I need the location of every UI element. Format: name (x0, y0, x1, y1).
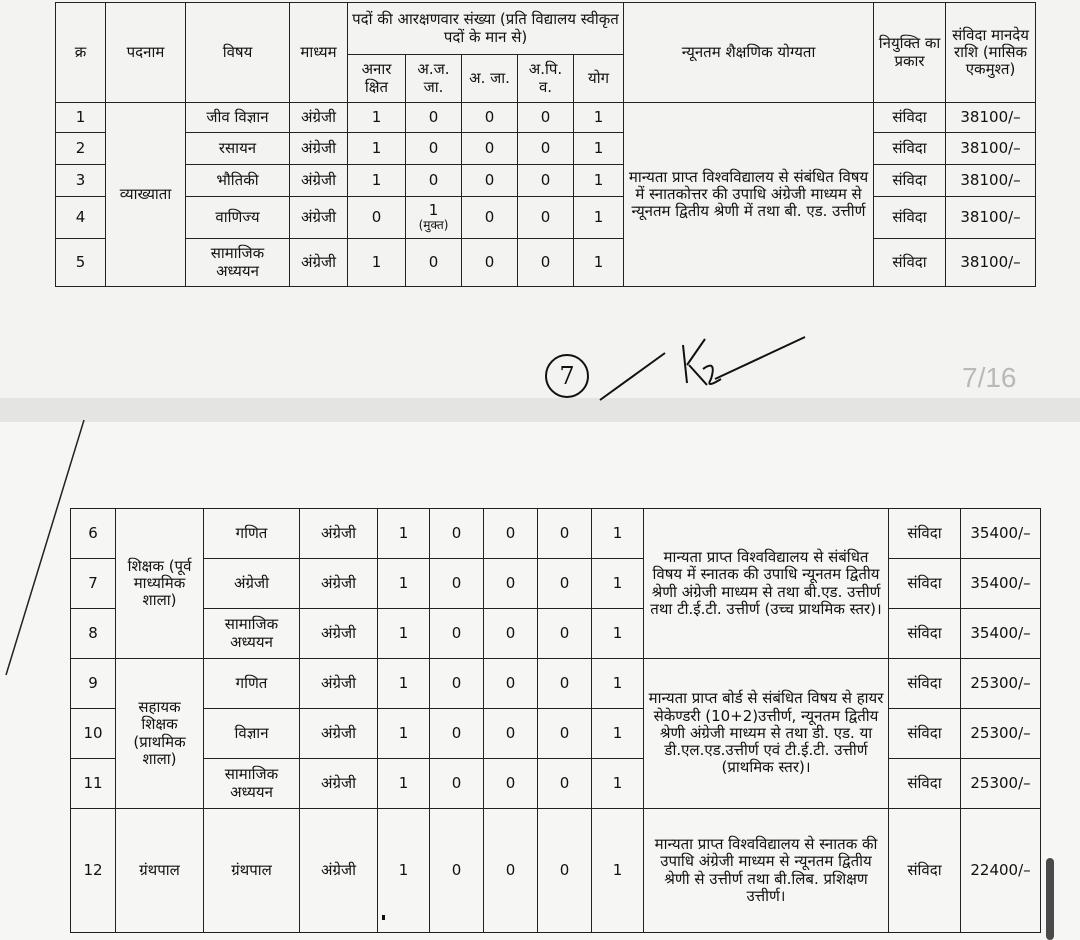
cell-obc: 0 (538, 659, 592, 709)
cell-pay: 25300/– (961, 709, 1041, 759)
vacancy-table-lecturer (55, 2, 1036, 287)
cell-sc: 0 (462, 239, 518, 287)
table-row (56, 133, 1036, 165)
header-subject: विषय (186, 3, 290, 103)
cell-st (406, 197, 462, 239)
cell-medium: अंग्रेजी (290, 197, 348, 239)
cell-total: 1 (574, 239, 624, 287)
cell-post: व्याख्याता (106, 103, 186, 287)
cell-pay: 38100/– (946, 103, 1036, 133)
cell-subject: विज्ञान (204, 709, 300, 759)
cell-subject: भौतिकी (186, 165, 290, 197)
cell-st: 0 (430, 759, 484, 809)
cell-obc: 0 (538, 809, 592, 933)
cell-appointment: संविदा (889, 659, 961, 709)
cell-post: सहायक शिक्षक (प्राथमिक शाला) (116, 659, 204, 809)
cell-sc: 0 (484, 759, 538, 809)
cell-subject: रसायन (186, 133, 290, 165)
cell-subject: सामाजिक अध्ययन (204, 759, 300, 809)
cell-no: 11 (71, 759, 116, 809)
cell-appointment: संविदा (889, 609, 961, 659)
cell-sc: 0 (484, 659, 538, 709)
cell-pay: 35400/– (961, 559, 1041, 609)
cell-subject: गणित (204, 509, 300, 559)
table-row (71, 559, 1041, 609)
cell-unreserved: 1 (378, 709, 430, 759)
cell-medium: अंग्रेजी (300, 509, 378, 559)
cell-total: 1 (592, 559, 644, 609)
cell-unreserved: 1 (348, 103, 406, 133)
cell-unreserved: 0 (348, 197, 406, 239)
cell-sc: 0 (462, 103, 518, 133)
table-row (71, 759, 1041, 809)
cell-medium: अंग्रेजी (290, 239, 348, 287)
cell-total: 1 (592, 809, 644, 933)
cell-unreserved: 1 (378, 809, 430, 933)
table-row (71, 609, 1041, 659)
cell-st: 0 (430, 559, 484, 609)
cell-appointment: संविदा (889, 509, 961, 559)
cell-obc: 0 (518, 239, 574, 287)
cell-appointment: संविदा (889, 709, 961, 759)
cell-appointment: संविदा (874, 103, 946, 133)
cell-subject: गणित (204, 659, 300, 709)
cell-sc: 0 (462, 133, 518, 165)
cell-no: 10 (71, 709, 116, 759)
cell-st: 0 (406, 103, 462, 133)
cell-no: 6 (71, 509, 116, 559)
header-obc: अ.पि. व. (518, 55, 574, 103)
cell-st: 0 (430, 609, 484, 659)
cell-medium: अंग्रेजी (290, 133, 348, 165)
cell-post: ग्रंथपाल (116, 809, 204, 933)
cell-obc: 0 (538, 509, 592, 559)
cell-no: 9 (71, 659, 116, 709)
cell-appointment: संविदा (889, 559, 961, 609)
cell-pay: 38100/– (946, 239, 1036, 287)
cell-st: 0 (406, 133, 462, 165)
cell-appointment: संविदा (874, 133, 946, 165)
cell-qualification: मान्यता प्राप्त विश्वविद्यालय से स्नातक की उपाधि अंग्रेजी माध्यम से न्यूनतम द्वितीय श्रेणी से उत्तीर्ण तथा बी.लिब. प्रशिक्षण उत्तीर्ण। (644, 809, 889, 933)
cell-total: 1 (592, 659, 644, 709)
table-row (56, 165, 1036, 197)
header-sc: अ. जा. (462, 55, 518, 103)
cell-medium: अंग्रेजी (300, 759, 378, 809)
cell-appointment: संविदा (889, 809, 961, 933)
cell-subject: अंग्रेजी (204, 559, 300, 609)
cell-total: 1 (574, 165, 624, 197)
header-serial: क्र (56, 3, 106, 103)
cell-total: 1 (574, 103, 624, 133)
cell-obc: 0 (538, 759, 592, 809)
cell-obc: 0 (518, 197, 574, 239)
header-honorarium: संविदा मानदेय राशि (मासिक एकमुश्त) (946, 3, 1036, 103)
cell-obc: 0 (518, 103, 574, 133)
cell-appointment: संविदा (874, 165, 946, 197)
cell-unreserved: 1 (348, 239, 406, 287)
cell-medium: अंग्रेजी (300, 609, 378, 659)
cell-qualification: मान्यता प्राप्त बोर्ड से संबंधित विषय से हायर सेकेण्डरी (10+2)उत्तीर्ण, न्यूनतम द्वितीय श्रेणी अंग्रेजी माध्यम से तथा डी. एड. या डी.एल.एड.उत्तीर्ण एवं टी.ई.टी. उत्तीर्ण (प्राथमिक स्तर)। (644, 659, 889, 809)
cell-pay: 25300/– (961, 759, 1041, 809)
cell-total: 1 (574, 133, 624, 165)
cell-no: 5 (56, 239, 106, 287)
cell-post: शिक्षक (पूर्व माध्यमिक शाला) (116, 509, 204, 659)
page-separator (0, 398, 1080, 422)
table-row (71, 709, 1041, 759)
cell-subject: जीव विज्ञान (186, 103, 290, 133)
cell-appointment: संविदा (874, 239, 946, 287)
cell-unreserved: 1 (378, 609, 430, 659)
cell-subject: सामाजिक अध्ययन (186, 239, 290, 287)
header-medium: माध्यम (290, 3, 348, 103)
cell-total: 1 (574, 197, 624, 239)
header-qualification: न्यूनतम शैक्षणिक योग्यता (624, 3, 874, 103)
cell-pay: 35400/– (961, 509, 1041, 559)
ink-dot (382, 915, 385, 920)
cell-st: 0 (406, 239, 462, 287)
st-note: (मुक्त) (418, 218, 449, 233)
cell-total: 1 (592, 509, 644, 559)
cell-sc: 0 (462, 165, 518, 197)
cell-no: 8 (71, 609, 116, 659)
header-post: पदनाम (106, 3, 186, 103)
table-row (71, 809, 1041, 933)
header-reservation: पदों की आरक्षणवार संख्या (प्रति विद्यालय स्वीकृत पदों के मान से) (348, 3, 624, 55)
cell-medium: अंग्रेजी (290, 165, 348, 197)
cell-sc: 0 (484, 559, 538, 609)
table-row (71, 509, 1041, 559)
cell-obc: 0 (538, 609, 592, 659)
cell-unreserved: 1 (378, 759, 430, 809)
cell-obc: 0 (538, 559, 592, 609)
cell-st: 0 (430, 509, 484, 559)
cell-no: 3 (56, 165, 106, 197)
cell-qualification: मान्यता प्राप्त विश्वविद्यालय से संबंधित विषय में स्नातक की उपाधि न्यूनतम द्वितीय श्रेणी अंग्रेजी माध्यम से तथा बी.एड. उत्तीर्ण तथा टी.ई.टी. उत्तीर्ण (उच्च प्राथमिक स्तर)। (644, 509, 889, 659)
header-unreserved: अनार क्षित (348, 55, 406, 103)
cell-sc: 0 (484, 709, 538, 759)
cell-unreserved: 1 (378, 559, 430, 609)
cell-medium: अंग्रेजी (300, 809, 378, 933)
cell-subject: ग्रंथपाल (204, 809, 300, 933)
signature-mark (595, 325, 815, 405)
table-row (71, 659, 1041, 709)
cell-total: 1 (592, 759, 644, 809)
cell-pay: 25300/– (961, 659, 1041, 709)
cell-subject: सामाजिक अध्ययन (204, 609, 300, 659)
cell-unreserved: 1 (348, 133, 406, 165)
cell-no: 4 (56, 197, 106, 239)
cell-unreserved: 1 (378, 659, 430, 709)
cell-st: 0 (430, 809, 484, 933)
cell-obc: 0 (518, 165, 574, 197)
scrollbar-thumb[interactable] (1046, 858, 1054, 940)
cell-appointment: संविदा (874, 197, 946, 239)
cell-qualification: मान्यता प्राप्त विश्वविद्यालय से संबंधित विषय में स्नातकोत्तर की उपाधि अंग्रेजी माध्यम से न्यूनतम द्वितीय श्रेणी में तथा बी. एड. उत्तीर्ण (624, 103, 874, 287)
cell-sc: 0 (484, 809, 538, 933)
cell-pay: 38100/– (946, 165, 1036, 197)
cell-unreserved: 1 (378, 509, 430, 559)
cell-sc: 0 (462, 197, 518, 239)
cell-no: 12 (71, 809, 116, 933)
cell-sc: 0 (484, 509, 538, 559)
table-row (56, 239, 1036, 287)
page-counter: 7/16 (962, 362, 1017, 393)
cell-total: 1 (592, 609, 644, 659)
cell-obc: 0 (538, 709, 592, 759)
cell-st: 0 (430, 709, 484, 759)
cell-no: 1 (56, 103, 106, 133)
vacancy-table-teachers (70, 508, 1041, 933)
cell-pay: 38100/– (946, 197, 1036, 239)
cell-medium: अंग्रेजी (300, 709, 378, 759)
st-value: 1 (428, 200, 439, 219)
cell-medium: अंग्रेजी (300, 559, 378, 609)
header-st: अ.ज. जा. (406, 55, 462, 103)
table-row (56, 197, 1036, 239)
header-appointment: नियुक्ति का प्रकार (874, 3, 946, 103)
cell-appointment: संविदा (889, 759, 961, 809)
cell-total: 1 (592, 709, 644, 759)
cell-pay: 38100/– (946, 133, 1036, 165)
cell-medium: अंग्रेजी (290, 103, 348, 133)
cell-st: 0 (430, 659, 484, 709)
cell-sc: 0 (484, 609, 538, 659)
page-number-stamp: 7 (545, 354, 589, 398)
cell-subject: वाणिज्य (186, 197, 290, 239)
table-row (56, 103, 1036, 133)
cell-medium: अंग्रेजी (300, 659, 378, 709)
cell-no: 2 (56, 133, 106, 165)
cell-pay: 35400/– (961, 609, 1041, 659)
cell-pay: 22400/– (961, 809, 1041, 933)
cell-st: 0 (406, 165, 462, 197)
cell-obc: 0 (518, 133, 574, 165)
cell-no: 7 (71, 559, 116, 609)
header-total: योग (574, 55, 624, 103)
cell-unreserved: 1 (348, 165, 406, 197)
